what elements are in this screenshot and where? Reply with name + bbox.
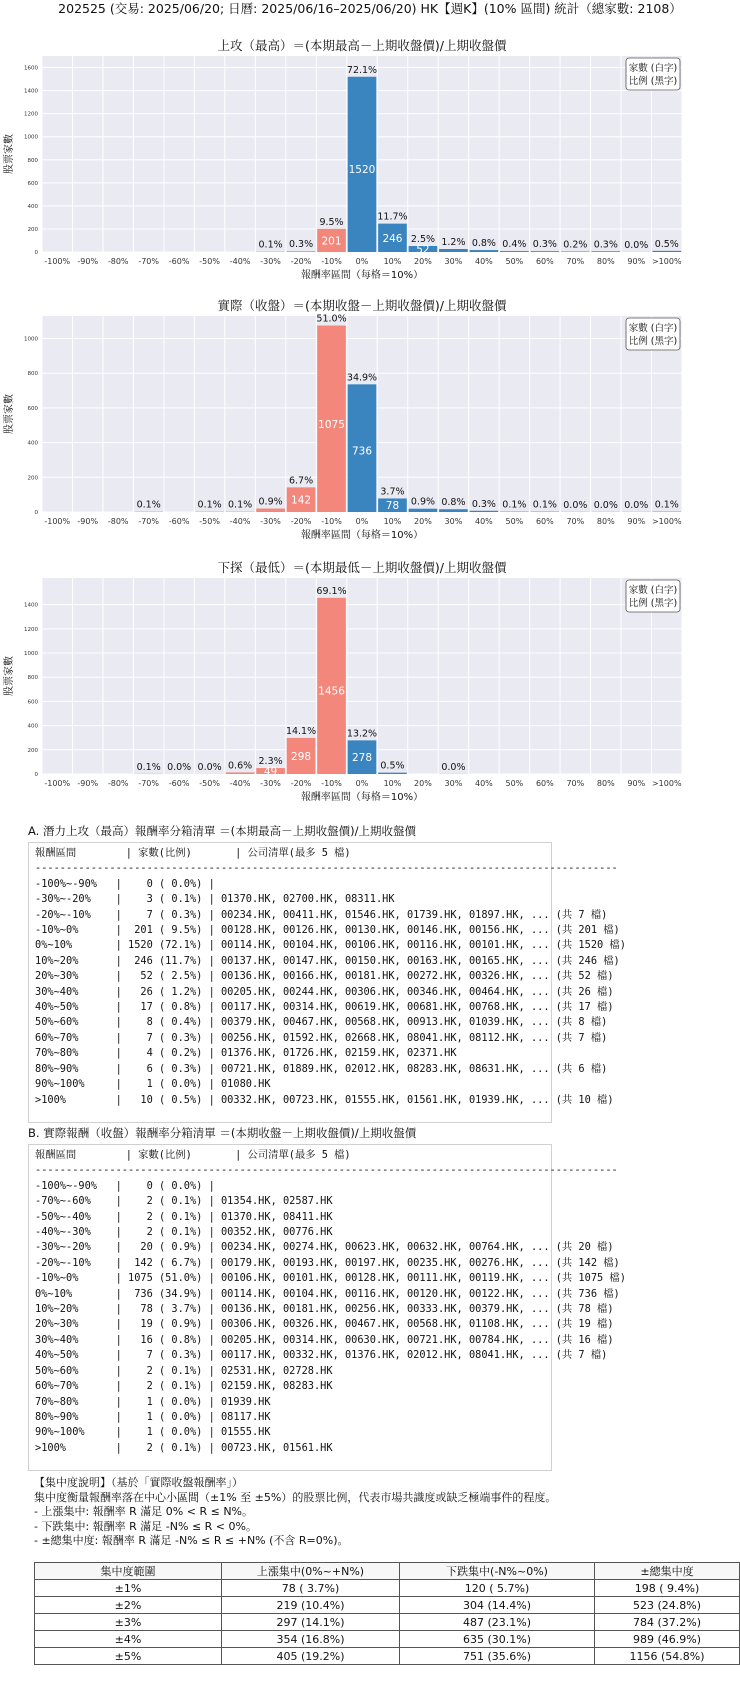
bar-percent-label: 0.5% [380, 760, 405, 772]
x-tick-label: -100% [44, 517, 71, 526]
bar-percent-label: 0.8% [471, 238, 496, 250]
y-tick-label: 400 [27, 440, 38, 447]
bar-percent-label: 0.1% [532, 499, 557, 511]
x-tick-label: 30% [444, 257, 463, 266]
x-tick-label: 20% [414, 517, 432, 526]
list-b-line: 80%~90% | 1 ( 0.0%) | 08117.HK [35, 1410, 271, 1423]
x-tick-label: -20% [290, 779, 312, 788]
x-tick-label: -60% [168, 257, 190, 266]
list-b-line: 20%~30% | 19 ( 0.9%) | 00306.HK, 00326.HK, 00467.HK, 00568.HK, 01108.HK, ... (共 19 檔) [35, 1318, 614, 1331]
legend-entry: 家數 (白字) [628, 585, 678, 596]
x-tick-label: -10% [321, 517, 342, 526]
concentration-line: - 上漲集中: 報酬率 R 滿足 0% < R ≤ N%。 [34, 1505, 253, 1518]
bar [500, 251, 529, 252]
chart-downside [0, 560, 740, 810]
list-a-line: 50%~60% | 8 ( 0.4%) | 00379.HK, 00467.HK, 00568.HK, 00913.HK, 01039.HK, ... (共 8 檔) [35, 1016, 608, 1029]
table-cell: 784 (37.2%) [595, 1614, 740, 1631]
table-cell: 523 (24.8%) [595, 1597, 740, 1614]
table-cell: ±2% [35, 1597, 222, 1614]
legend-entry: 比例 (黑字) [628, 598, 678, 609]
x-tick-label: -100% [44, 257, 71, 266]
column-header: 集中度範圍 [35, 1563, 222, 1580]
x-tick-label: 90% [627, 517, 646, 526]
x-tick-label: >100% [651, 779, 682, 788]
bar-percent-label: 0.3% [532, 239, 557, 251]
bar-percent-label: 0.1% [502, 499, 527, 511]
list-b-line: 30%~40% | 16 ( 0.8%) | 00205.HK, 00314.HK, 00630.HK, 00721.HK, 00784.HK, ... (共 16 檔) [35, 1333, 614, 1346]
y-tick-label: 1200 [24, 626, 38, 633]
x-tick-label: 20% [414, 257, 432, 266]
x-tick-label: 0% [355, 257, 369, 266]
table-cell: 297 (14.1%) [222, 1614, 400, 1631]
bar-count-label: 201 [321, 235, 342, 248]
list-a-line: 0%~10% | 1520 (72.1%) | 00114.HK, 00104.HK, 00106.HK, 00116.HK, 00101.HK, ... (共 1520 檔) [35, 939, 626, 952]
concentration-heading: 【集中度說明】（基於「實際收盤報酬率」） [34, 1476, 243, 1489]
x-tick-label: 60% [535, 517, 554, 526]
y-tick-label: 0 [34, 250, 38, 256]
x-tick-label: 80% [596, 779, 615, 788]
bar [591, 251, 620, 252]
y-tick-label: 800 [27, 157, 38, 164]
x-tick-label: 60% [535, 257, 554, 266]
list-b-line: -20%~-10% | 142 ( 6.7%) | 00179.HK, 00193.HK, 00197.HK, 00235.HK, 00276.HK, ... (共 142 檔) [35, 1256, 620, 1269]
y-tick-label: 0 [34, 772, 38, 778]
x-tick-label: -30% [260, 517, 281, 526]
bar-percent-label: 9.5% [319, 216, 344, 228]
chart-title: 實際（收盤）＝(本期收盤－上期收盤價)/上期收盤價 [217, 298, 507, 313]
bar-percent-label: 0.8% [441, 497, 466, 509]
list-a-line: 10%~20% | 246 (11.7%) | 00137.HK, 00147.HK, 00150.HK, 00163.HK, 00165.HK, ... (共 246 檔) [35, 954, 620, 967]
bar-percent-label: 0.0% [167, 761, 192, 773]
bar-percent-label: 0.3% [288, 239, 314, 251]
list-a-heading: A. 潛力上攻（最高）報酬率分箱清單 ＝(本期最高－上期收盤價)/上期收盤價 [28, 824, 416, 838]
table-cell: 304 (14.4%) [400, 1597, 595, 1614]
y-tick-label: 400 [27, 203, 38, 210]
x-tick-label: 70% [566, 517, 585, 526]
bar-percent-label: 6.7% [288, 475, 314, 487]
x-tick-label: 50% [505, 257, 524, 266]
x-tick-label: 0% [355, 779, 369, 788]
table-cell: 354 (16.8%) [222, 1631, 400, 1648]
concentration-line: - ±總集中度: 報酬率 R 滿足 -N% ≤ R ≤ +N% (不含 R=0%)。 [34, 1534, 349, 1547]
list-a-line: ---------------------------------------------------------------------------------------------- [35, 862, 618, 875]
bar-percent-label: 0.0% [624, 499, 649, 511]
chart-close [0, 298, 740, 548]
bar-count-label: 52 [416, 244, 430, 257]
list-a-line: 80%~90% | 6 ( 0.3%) | 00721.HK, 01889.HK, 02012.HK, 08283.HK, 08631.HK, ... (共 6 檔) [35, 1062, 608, 1075]
concentration-note [34, 1476, 556, 1549]
bar-percent-label: 0.9% [410, 496, 436, 508]
list-b-line: 70%~80% | 1 ( 0.0%) | 01939.HK [35, 1395, 271, 1408]
y-tick-label: 1200 [24, 111, 38, 118]
y-axis-label: 股票家數 [4, 394, 15, 434]
list-a-line: 40%~50% | 17 ( 0.8%) | 00117.HK, 00314.HK, 00619.HK, 00681.HK, 00768.HK, ... (共 17 檔) [35, 1001, 614, 1014]
x-tick-label: -50% [199, 779, 220, 788]
legend-entry: 比例 (黑字) [628, 336, 678, 347]
y-tick-label: 1400 [24, 88, 38, 95]
bar-percent-label: 0.1% [654, 499, 679, 511]
list-a-line: -30%~-20% | 3 ( 0.1%) | 01370.HK, 02700.HK, 08311.HK [35, 893, 395, 906]
bar [531, 251, 560, 252]
table-cell: 219 (10.4%) [222, 1597, 400, 1614]
bar-percent-label: 51.0% [316, 313, 347, 325]
bar [470, 250, 499, 252]
x-axis-label: 報酬率區間（每格＝10%） [300, 270, 424, 281]
x-tick-label: 70% [566, 779, 585, 788]
y-tick-label: 600 [27, 405, 38, 412]
page-title: 202525 (交易: 2025/06/20; 日曆: 2025/06/16–2025/06/20) HK【週K】(10% 區間) 統計（總家數: 2108） [58, 1, 682, 16]
bar-percent-label: 14.1% [285, 725, 317, 737]
x-axis-label: 報酬率區間（每格＝10%） [300, 792, 424, 803]
x-tick-label: -90% [77, 257, 99, 266]
table-cell: 198 ( 9.4%) [595, 1580, 740, 1597]
x-tick-label: 50% [505, 517, 524, 526]
bar-count-label: 278 [351, 752, 373, 765]
list-a-line: 60%~70% | 7 ( 0.3%) | 00256.HK, 01592.HK, 02668.HK, 08041.HK, 08112.HK, ... (共 7 檔) [35, 1031, 608, 1044]
x-tick-label: 20% [414, 779, 432, 788]
list-b-line: 60%~70% | 2 ( 0.1%) | 02159.HK, 08283.HK [35, 1380, 333, 1393]
bar-percent-label: 69.1% [316, 585, 347, 597]
y-axis-label: 股票家數 [4, 656, 15, 696]
list-b-box [28, 1144, 626, 1471]
table-cell: ±1% [35, 1580, 222, 1597]
bar-percent-label: 0.0% [197, 761, 222, 773]
bar-percent-label: 13.2% [346, 728, 378, 740]
table-cell: 635 (30.1%) [400, 1631, 595, 1648]
bar-count-label: 1456 [318, 685, 345, 698]
list-b-line: -100%~-90% | 0 ( 0.0%) | [35, 1179, 215, 1192]
list-a-line: 報酬區間 | 家數(比例) | 公司清單(最多 5 檔) [35, 847, 351, 859]
y-tick-label: 1000 [24, 336, 38, 343]
bar-count-label: 246 [382, 232, 403, 245]
table-cell: 751 (35.6%) [400, 1648, 595, 1665]
y-axis-label: 股票家數 [4, 134, 15, 174]
list-b-line: 40%~50% | 7 ( 0.3%) | 00117.HK, 00332.HK, 01376.HK, 02012.HK, 08041.HK, ... (共 7 檔) [35, 1349, 608, 1362]
x-tick-label: >100% [651, 257, 682, 266]
bar [439, 509, 468, 512]
bar-percent-label: 0.1% [136, 761, 161, 773]
bar-percent-label: 0.1% [228, 499, 253, 511]
x-tick-label: -10% [321, 779, 342, 788]
list-a-box [28, 842, 626, 1123]
bar-count-label: 1520 [348, 164, 376, 177]
x-tick-label: -60% [168, 779, 190, 788]
bar-percent-label: 0.5% [654, 238, 679, 250]
bar [470, 511, 499, 512]
column-header: 下跌集中(-N%~0%) [400, 1563, 595, 1580]
bar-percent-label: 3.7% [380, 486, 405, 498]
column-header: ±總集中度 [595, 1563, 740, 1580]
concentration-line: 集中度衡量報酬率落在中心小區間（±1% 至 ±5%）的股票比例，代表市場共識度或缺乏極端事件的程度。 [34, 1490, 557, 1504]
table-cell: 487 (23.1%) [400, 1614, 595, 1631]
x-tick-label: >100% [651, 517, 682, 526]
table-cell: 1156 (54.8%) [595, 1648, 740, 1665]
bar [378, 773, 407, 774]
bar-percent-label: 0.3% [593, 239, 618, 251]
list-b-line: 報酬區間 | 家數(比例) | 公司清單(最多 5 檔) [35, 1149, 351, 1161]
x-tick-label: -80% [107, 517, 129, 526]
list-b-line: 0%~10% | 736 (34.9%) | 00114.HK, 00104.HK, 00116.HK, 00120.HK, 00122.HK, ... (共 736 檔) [35, 1287, 620, 1300]
bar [439, 249, 468, 252]
list-a-line: >100% | 10 ( 0.5%) | 00332.HK, 00723.HK, 01555.HK, 01561.HK, 01939.HK, ... (共 10 檔) [35, 1093, 614, 1106]
table-cell: ±4% [35, 1631, 222, 1648]
list-b-line: ---------------------------------------------------------------------------------------------- [35, 1164, 618, 1177]
x-tick-label: -40% [229, 779, 251, 788]
x-tick-label: -20% [290, 257, 312, 266]
list-b-line: -50%~-40% | 2 ( 0.1%) | 01370.HK, 08411.HK [35, 1210, 333, 1223]
table-row [35, 1648, 740, 1665]
x-tick-label: -10% [321, 257, 342, 266]
concentration-table [34, 1562, 740, 1665]
y-tick-label: 1400 [24, 602, 38, 609]
x-tick-label: 40% [475, 779, 493, 788]
table-row [35, 1597, 740, 1614]
bar-count-label: 736 [351, 445, 373, 458]
y-tick-label: 600 [27, 699, 38, 706]
concentration-header-row [35, 1563, 740, 1580]
table-row [35, 1614, 740, 1631]
chart-title: 下探（最低）＝(本期最低－上期收盤價)/上期收盤價 [217, 560, 507, 575]
y-tick-label: 800 [27, 675, 38, 682]
x-tick-label: 60% [535, 779, 554, 788]
x-tick-label: -20% [290, 517, 312, 526]
bar-count-label: 78 [385, 500, 400, 513]
y-tick-label: 1000 [24, 134, 38, 141]
x-tick-label: -80% [107, 779, 129, 788]
bar-count-label: 49 [263, 766, 278, 779]
y-tick-label: 0 [34, 510, 38, 516]
chart-title: 上攻（最高）＝(本期最高－上期收盤價)/上期收盤價 [217, 38, 507, 53]
y-tick-label: 400 [27, 723, 38, 730]
y-tick-label: 800 [27, 371, 38, 378]
x-tick-label: 70% [566, 257, 585, 266]
x-tick-label: -40% [229, 257, 251, 266]
x-tick-label: 40% [475, 257, 493, 266]
list-b-line: -70%~-60% | 2 ( 0.1%) | 01354.HK, 02587.HK [35, 1195, 333, 1208]
x-tick-label: -30% [260, 779, 281, 788]
x-tick-label: -70% [138, 779, 160, 788]
list-b-line: -10%~0% | 1075 (51.0%) | 00106.HK, 00101.HK, 00128.HK, 00111.HK, 00119.HK, ... (共 1075 檔) [35, 1272, 626, 1285]
x-tick-label: 10% [383, 779, 402, 788]
x-tick-label: 50% [505, 779, 524, 788]
legend-entry: 比例 (黑字) [628, 76, 678, 87]
bar [409, 509, 438, 512]
bar [226, 772, 255, 774]
column-header: 上漲集中(0%~+N%) [222, 1563, 400, 1580]
bar-percent-label: 0.0% [563, 499, 588, 511]
bar-percent-label: 1.2% [441, 237, 466, 249]
list-b-line: >100% | 2 ( 0.1%) | 00723.HK, 01561.HK [35, 1441, 333, 1454]
bar-percent-label: 34.9% [346, 372, 378, 384]
downside-chart-svg [0, 560, 740, 810]
list-b-line: -30%~-20% | 20 ( 0.9%) | 00234.HK, 00274.HK, 00623.HK, 00632.HK, 00764.HK, ... (共 20 檔) [35, 1241, 614, 1254]
table-row [35, 1631, 740, 1648]
bar-percent-label: 0.0% [441, 761, 466, 773]
list-a-line: -100%~-90% | 0 ( 0.0%) | [35, 877, 215, 890]
x-tick-label: -70% [138, 257, 160, 266]
y-tick-label: 1600 [24, 65, 38, 72]
bar [287, 251, 316, 252]
list-b-line: 90%~100% | 1 ( 0.0%) | 01555.HK [35, 1426, 271, 1439]
upside-chart-svg [0, 38, 740, 288]
bar-percent-label: 0.0% [624, 239, 649, 251]
bar-percent-label: 0.1% [197, 499, 222, 511]
bar-percent-label: 0.2% [563, 239, 588, 251]
x-tick-label: 0% [355, 517, 369, 526]
x-tick-label: 80% [596, 517, 615, 526]
x-tick-label: -80% [107, 257, 129, 266]
list-a-line: -10%~0% | 201 ( 9.5%) | 00128.HK, 00126.HK, 00130.HK, 00146.HK, 00156.HK, ... (共 201 檔) [35, 924, 620, 937]
x-tick-label: 40% [475, 517, 493, 526]
list-a-line: 20%~30% | 52 ( 2.5%) | 00136.HK, 00166.HK, 00181.HK, 00272.HK, 00326.HK, ... (共 52 檔) [35, 970, 614, 983]
list-b-line: 50%~60% | 2 ( 0.1%) | 02531.HK, 02728.HK [35, 1364, 333, 1377]
x-tick-label: 10% [383, 257, 402, 266]
bar-percent-label: 0.9% [258, 496, 283, 508]
bar-percent-label: 0.4% [502, 239, 527, 251]
list-b-line: 10%~20% | 78 ( 3.7%) | 00136.HK, 00181.HK, 00256.HK, 00333.HK, 00379.HK, ... (共 78 檔) [35, 1303, 614, 1316]
bar-percent-label: 0.0% [593, 499, 618, 511]
x-axis-label: 報酬率區間（每格＝10%） [300, 530, 424, 541]
legend-entry: 家數 (白字) [628, 63, 678, 74]
close-chart-svg [0, 298, 740, 548]
bar-percent-label: 2.5% [410, 234, 436, 246]
list-a-line: 90%~100% | 1 ( 0.0%) | 01080.HK [35, 1078, 271, 1091]
table-cell: 78 ( 3.7%) [222, 1580, 400, 1597]
list-b-heading: B. 實際報酬（收盤）報酬率分箱清單 ＝(本期收盤－上期收盤價)/上期收盤價 [28, 1126, 417, 1140]
x-tick-label: 30% [444, 779, 463, 788]
bar-percent-label: 72.1% [346, 64, 378, 76]
x-tick-label: -50% [199, 517, 220, 526]
x-tick-label: -100% [44, 779, 71, 788]
bar-percent-label: 0.1% [136, 499, 161, 511]
x-tick-label: 90% [627, 779, 646, 788]
bar-percent-label: 11.7% [377, 211, 408, 223]
x-tick-label: 80% [596, 257, 615, 266]
x-tick-label: -60% [168, 517, 190, 526]
list-a-line: -20%~-10% | 7 ( 0.3%) | 00234.HK, 00411.HK, 01546.HK, 01739.HK, 01897.HK, ... (共 7 檔) [35, 908, 608, 921]
y-tick-label: 200 [27, 226, 38, 233]
x-tick-label: -50% [199, 257, 220, 266]
legend-entry: 家數 (白字) [628, 323, 678, 334]
y-tick-label: 600 [27, 180, 38, 187]
bar-percent-label: 0.1% [258, 239, 283, 251]
table-cell: 405 (19.2%) [222, 1648, 400, 1665]
x-tick-label: -30% [260, 257, 281, 266]
x-tick-label: -90% [77, 779, 99, 788]
x-tick-label: -40% [229, 517, 251, 526]
bar [256, 509, 285, 512]
list-b-line: -40%~-30% | 2 ( 0.1%) | 00352.HK, 00776.HK [35, 1226, 333, 1239]
table-cell: 120 ( 5.7%) [400, 1580, 595, 1597]
x-tick-label: -90% [77, 517, 99, 526]
bar-count-label: 1075 [318, 419, 345, 432]
x-tick-label: -70% [138, 517, 160, 526]
bar-percent-label: 0.6% [228, 760, 253, 772]
bar-count-label: 298 [291, 750, 312, 763]
y-tick-label: 200 [27, 747, 38, 754]
y-tick-label: 200 [27, 475, 38, 482]
bar-percent-label: 2.3% [258, 756, 283, 768]
bar-count-label: 142 [291, 494, 312, 507]
y-tick-label: 1000 [24, 651, 38, 658]
table-cell: ±3% [35, 1614, 222, 1631]
x-tick-label: 10% [383, 517, 402, 526]
table-cell: ±5% [35, 1648, 222, 1665]
concentration-line: - 下跌集中: 報酬率 R 滿足 -N% ≤ R < 0%。 [34, 1519, 257, 1533]
table-cell: 989 (46.9%) [595, 1631, 740, 1648]
x-tick-label: 30% [444, 517, 463, 526]
list-a-block [28, 823, 626, 1123]
x-tick-label: 90% [627, 257, 646, 266]
table-row [35, 1580, 740, 1597]
list-a-line: 30%~40% | 26 ( 1.2%) | 00205.HK, 00244.HK, 00306.HK, 00346.HK, 00464.HK, ... (共 26 檔) [35, 985, 614, 998]
chart-upside [0, 38, 740, 288]
list-b-block [28, 1125, 626, 1471]
bar-percent-label: 0.3% [471, 498, 496, 510]
bar [652, 251, 681, 252]
list-a-line: 70%~80% | 4 ( 0.2%) | 01376.HK, 01726.HK, 02159.HK, 02371.HK [35, 1047, 457, 1060]
